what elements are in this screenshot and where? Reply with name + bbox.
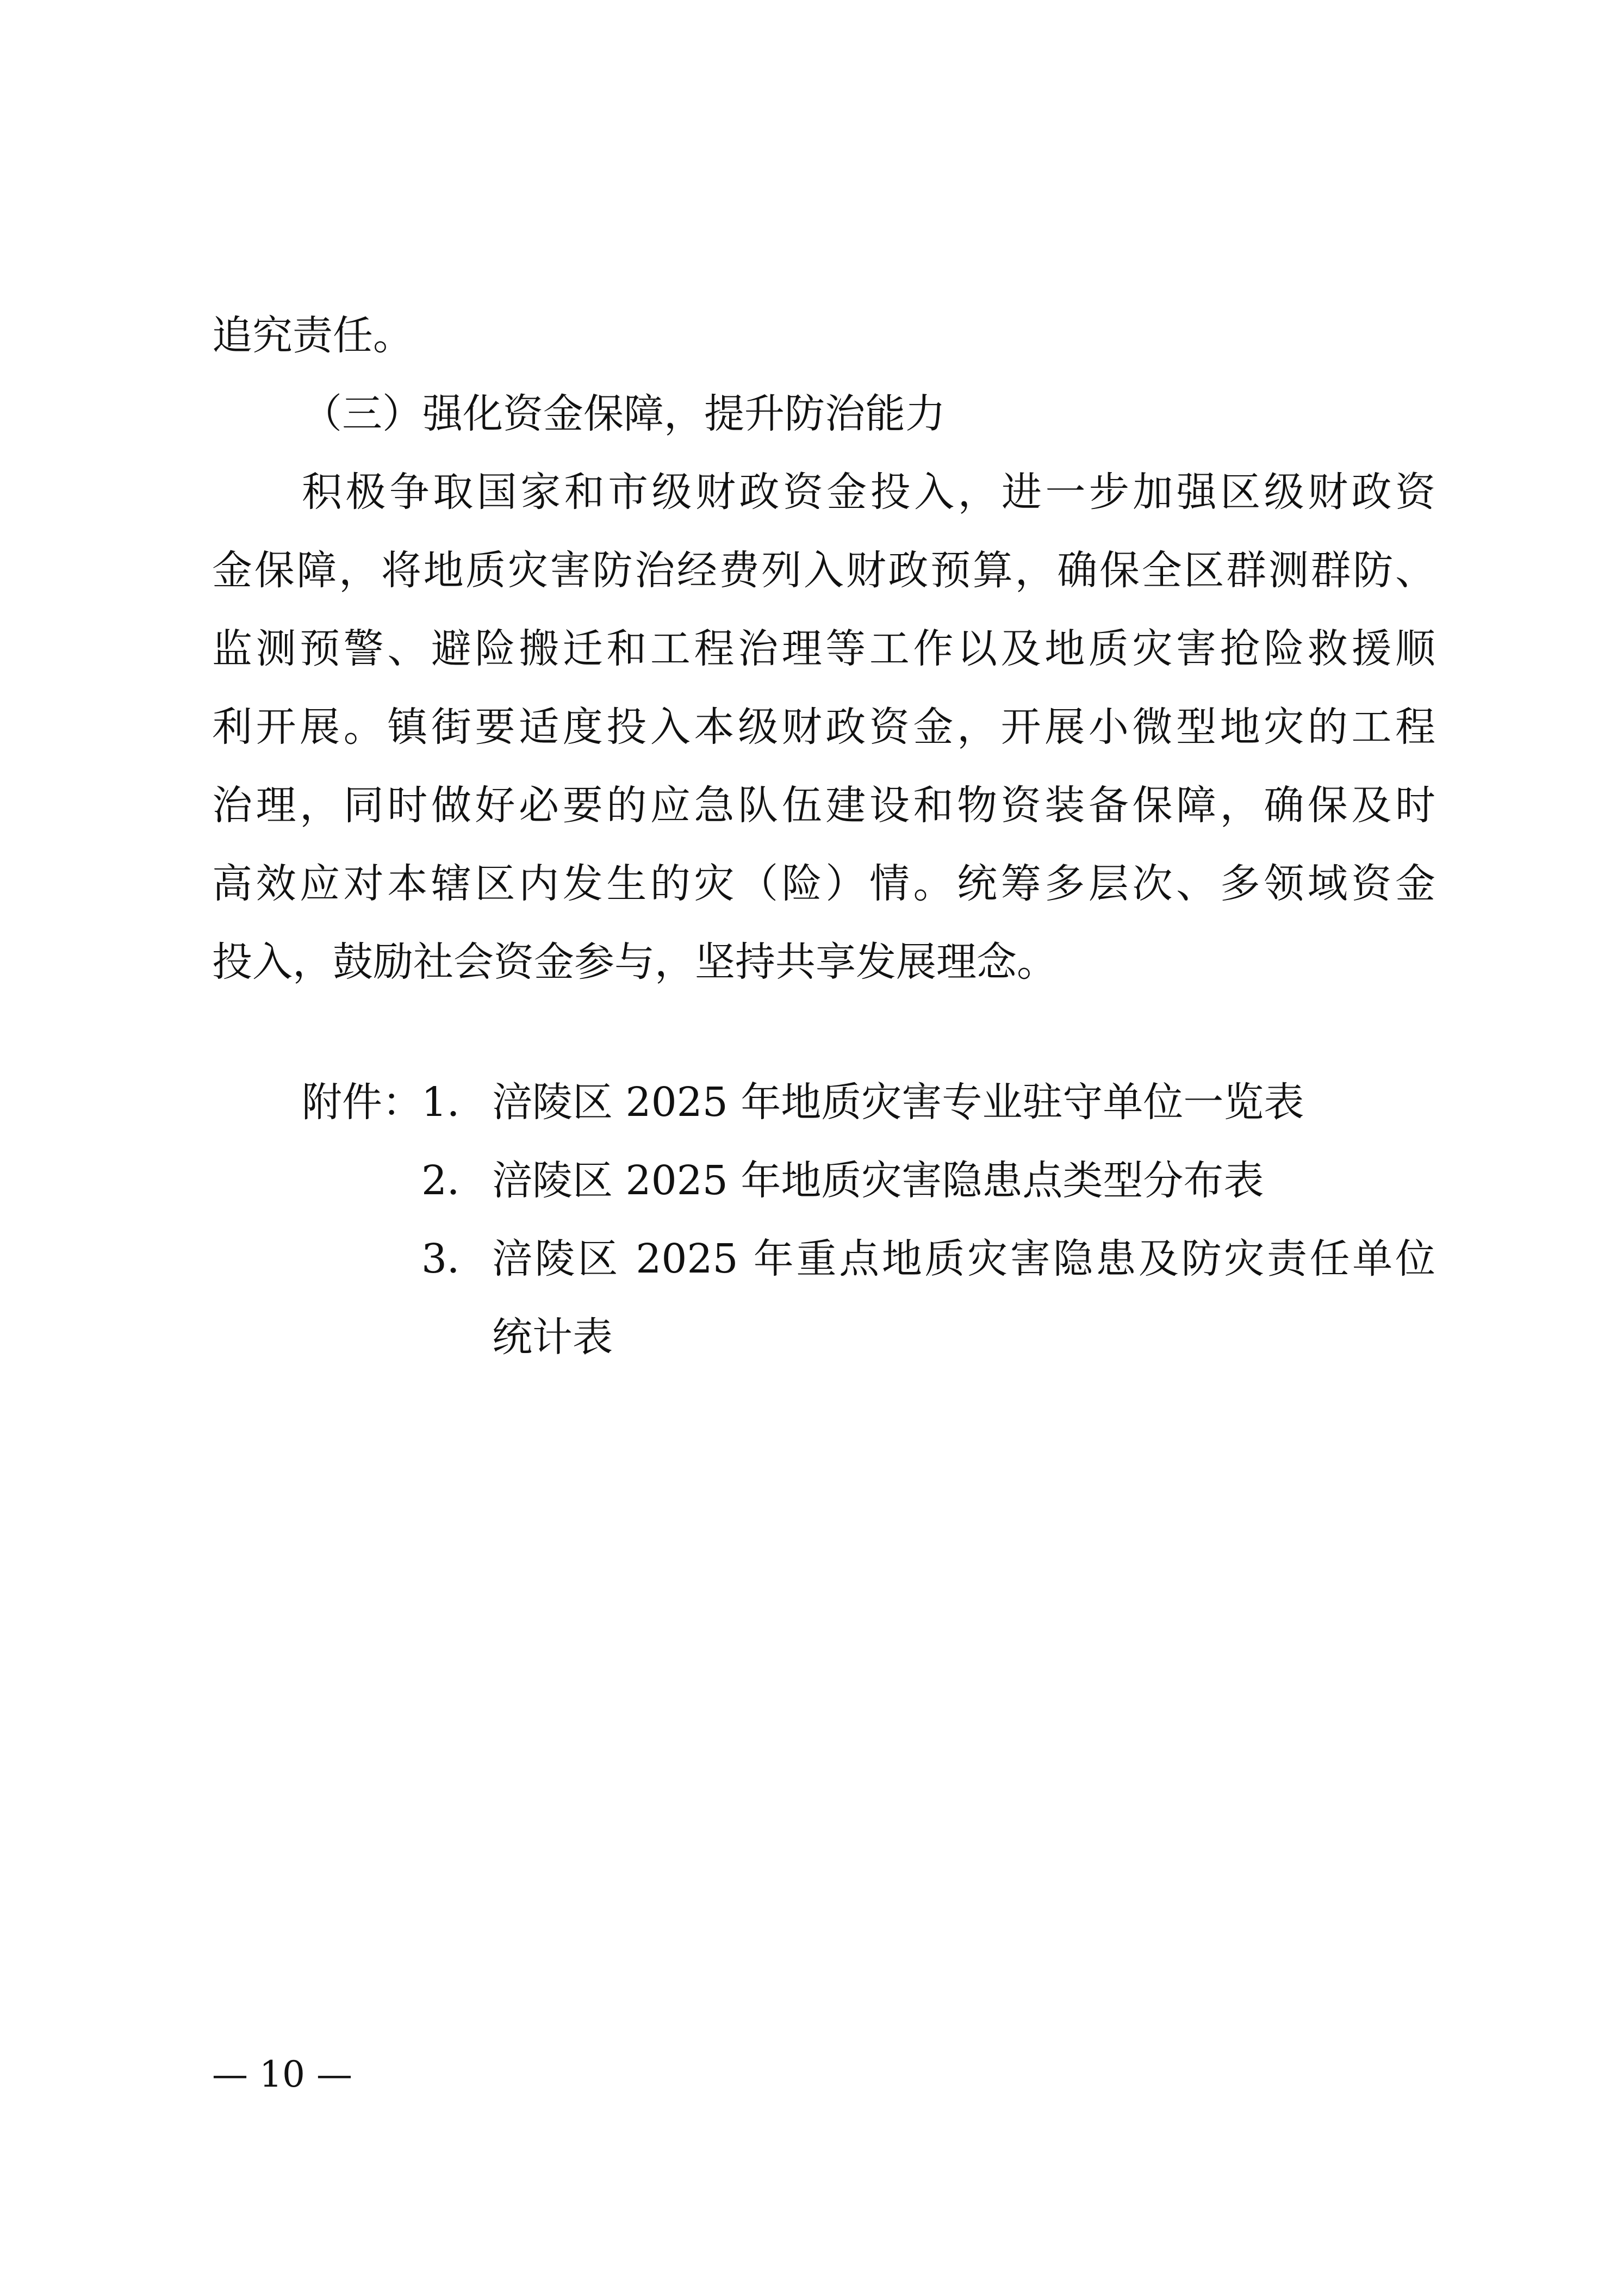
attachment-title-continuation: 统计表 (492, 1314, 613, 1361)
attachment-item (302, 1141, 1435, 1220)
attachment-item-continuation (302, 1298, 1435, 1376)
text-line: 监测预警、避险搬迁和工程治理等工作以及地质灾害抢险救援顺 (212, 625, 1435, 672)
attachment-number: 1． (421, 1079, 488, 1126)
attachments-list (302, 1063, 1435, 1376)
section-heading: （三）强化资金保障，提升防治能力 (302, 390, 946, 437)
text-line: 追究责任。 (212, 312, 413, 359)
text-line: 高效应对本辖区内发生的灾（险）情。统筹多层次、多领域资金 (212, 860, 1435, 907)
text-line: 投入，鼓励社会资金参与，坚持共享发展理念。 (212, 939, 1057, 985)
text-line: 积极争取国家和市级财政资金投入，进一步加强区级财政资 (302, 469, 1435, 516)
attachment-number: 3． (421, 1236, 488, 1282)
page-number: — 10 — (212, 2053, 352, 2095)
attachment-title: 涪陵区 2025 年地质灾害隐患点类型分布表 (492, 1157, 1264, 1204)
body-text (212, 296, 1435, 1001)
attachments-label: 附件： (302, 1079, 422, 1126)
text-line: 利开展。镇街要适度投入本级财政资金，开展小微型地灾的工程 (212, 704, 1435, 750)
attachment-title: 涪陵区 2025 年重点地质灾害隐患及防灾责任单位 (492, 1236, 1435, 1282)
text-line: 金保障，将地质灾害防治经费列入财政预算，确保全区群测群防、 (212, 547, 1435, 594)
attachment-item (302, 1063, 1435, 1141)
attachment-number: 2． (421, 1157, 488, 1204)
attachment-item (302, 1220, 1435, 1298)
text-line: 治理，同时做好必要的应急队伍建设和物资装备保障，确保及时 (212, 782, 1435, 829)
attachment-title: 涪陵区 2025 年地质灾害专业驻守单位一览表 (492, 1079, 1304, 1126)
